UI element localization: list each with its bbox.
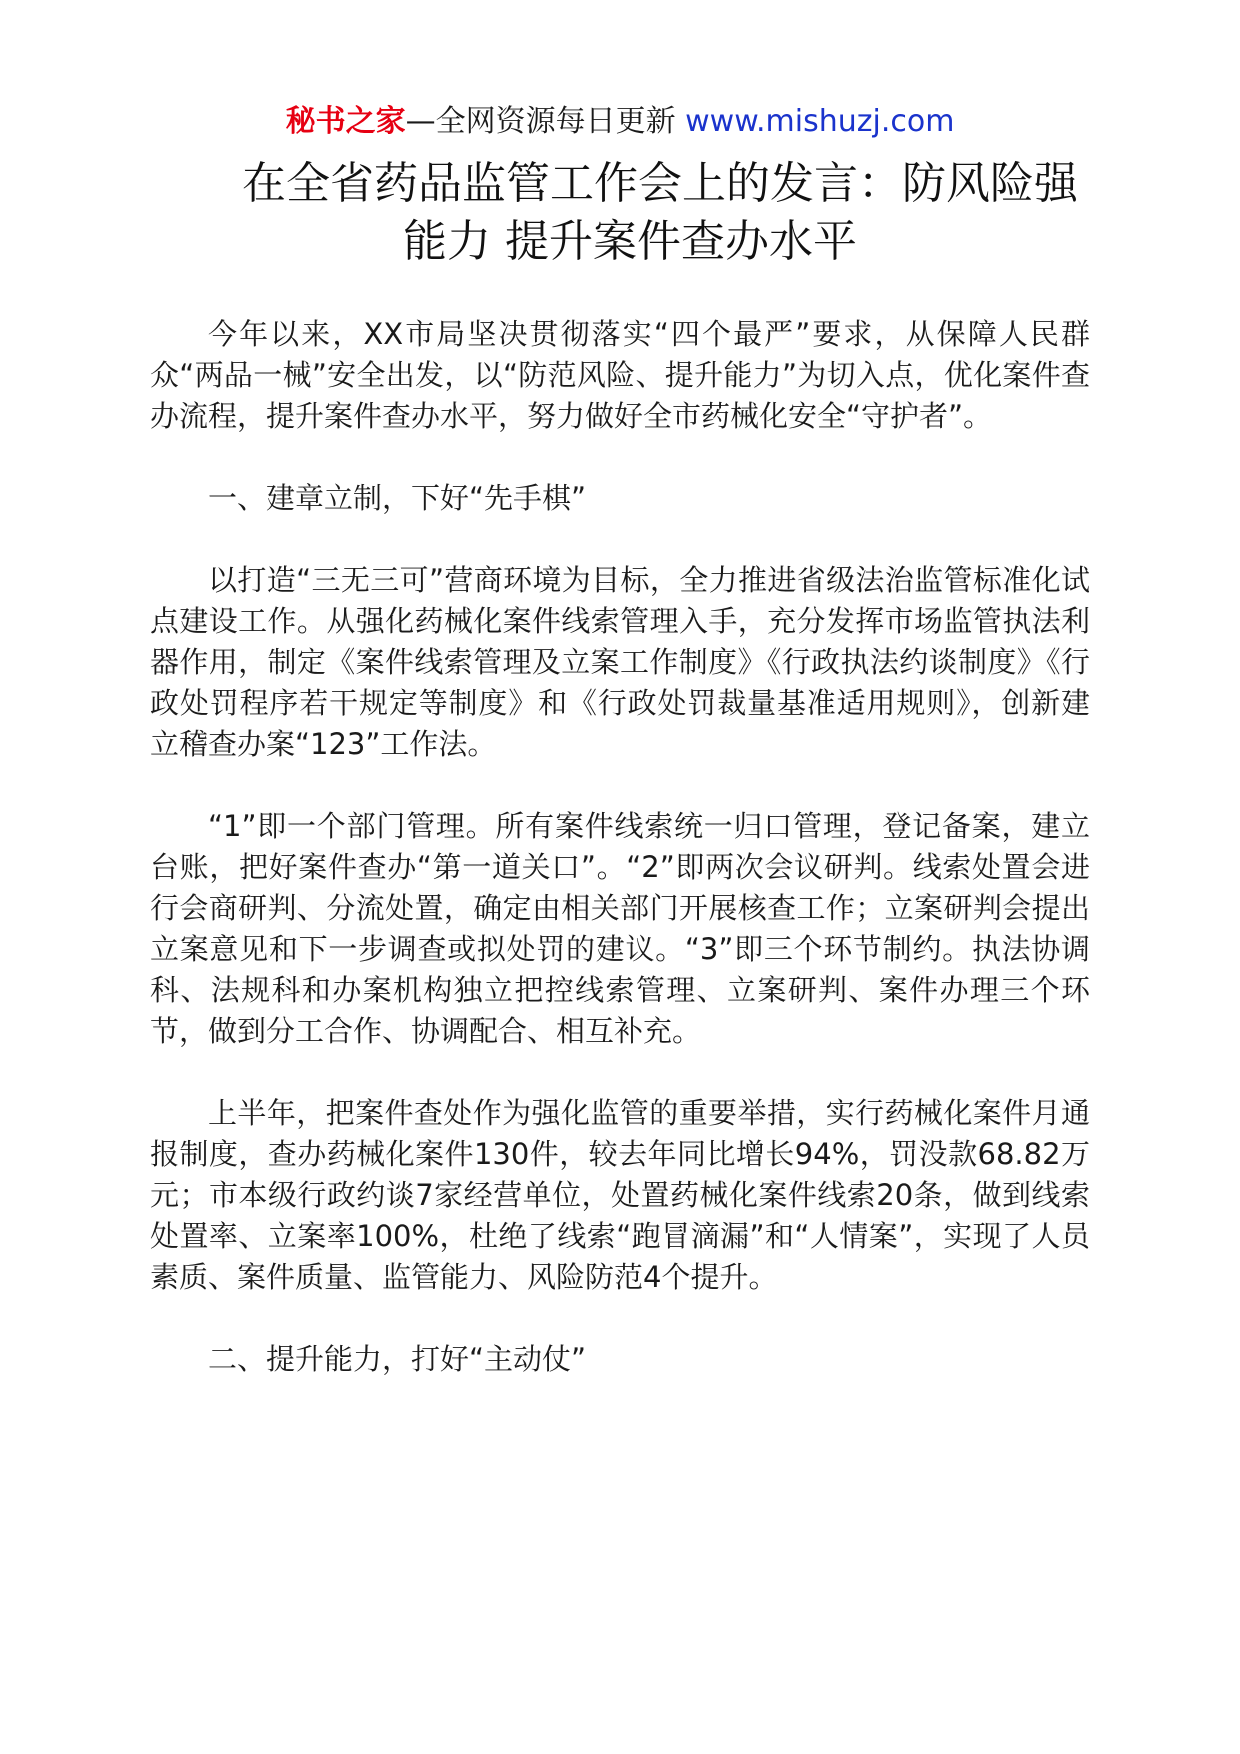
document-title-line-1: 在全省药品监管工作会上的发言：防风险强 <box>242 158 1078 209</box>
paragraph-intro: 今年以来，XX市局坚决贯彻落实“四个最严”要求，从保障人民群众“两品一械”安全出发，以“防范风险、提升能力”为切入点，优化案件查办流程，提升案件查办水平，努力做好全市药械化安全“守护者”。 <box>150 317 1090 433</box>
section-heading-1: 一、建章立制，下好“先手棋” <box>208 481 587 515</box>
paragraph-results: 上半年，把案件查处作为强化监管的重要举措，实行药械化案件月通报制度，查办药械化案件130件，较去年同比增长94%，罚没款68.82万元；市本级行政约谈7家经营单位，处置药械化案件线索20条，做到线索处置率、立案率100%，杜绝了线索“跑冒滴漏”和“人情案”，实现了人员素质、案件质量、监管能力、风险防范4个提升。 <box>150 1096 1090 1294</box>
document-title-line-2: 能力 提升案件查办水平 <box>403 216 857 267</box>
document-title <box>150 155 1110 271</box>
site-url[interactable]: www.mishuzj.com <box>685 104 955 139</box>
section-heading-2: 二、提升能力，打好“主动仗” <box>208 1342 587 1376</box>
document-body <box>150 314 1090 1421</box>
paragraph-123-method: “1”即一个部门管理。所有案件线索统一归口管理，登记备案，建立台账，把好案件查办“第一道关口”。“2”即两次会议研判。线索处置会进行会商研判、分流处置，确定由相关部门开展核查工作；立案研判会提出立案意见和下一步调查或拟处罚的建议。“3”即三个环节制约。执法协调科、法规科和办案机构独立把控线索管理、立案研判、案件办理三个环节，做到分工合作、协调配合、相互补充。 <box>150 809 1090 1048</box>
paragraph-regulations: 以打造“三无三可”营商环境为目标，全力推进省级法治监管标准化试点建设工作。从强化药械化案件线索管理入手，充分发挥市场监管执法利器作用，制定《案件线索管理及立案工作制度》《行政执法约谈制度》《行政处罚程序若干规定等制度》和《行政处罚裁量基准适用规则》，创新建立稽查办案“123”工作法。 <box>150 563 1090 761</box>
site-tagline: —全网资源每日更新 <box>405 104 686 139</box>
site-brand: 秘书之家 <box>285 104 406 139</box>
site-header <box>0 100 1240 144</box>
